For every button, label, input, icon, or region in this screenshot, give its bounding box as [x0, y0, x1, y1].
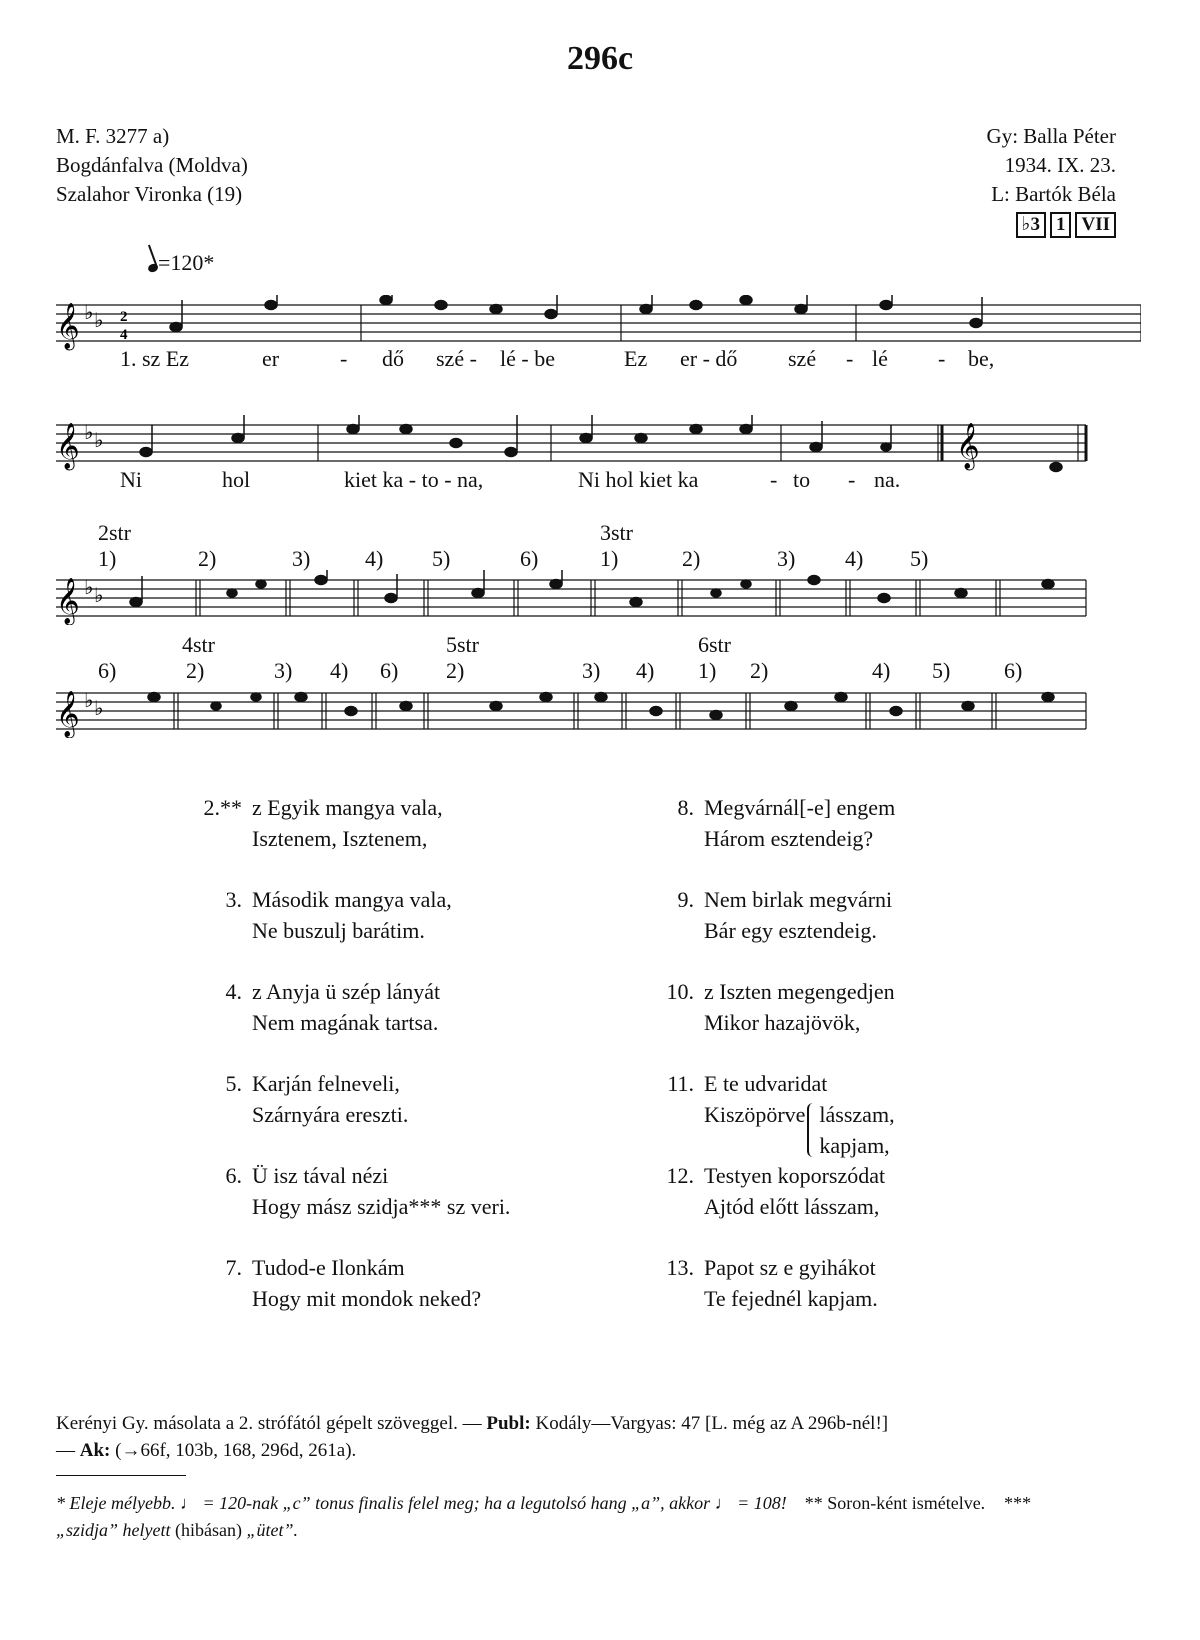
source-place: Bogdánfalva (Moldva)	[56, 153, 248, 177]
stanza-number: 12.	[666, 1163, 694, 1188]
stanza	[225, 884, 452, 946]
stanza-line: Hogy mit mondok neked?	[252, 1286, 482, 1311]
stanza	[677, 792, 896, 854]
box-cadence: ♭3	[1016, 212, 1046, 238]
variant-mark: 5)	[932, 658, 951, 683]
svg-text:♭: ♭	[84, 422, 94, 444]
stanza-line: z Iszten megengedjen	[704, 979, 895, 1004]
brace-variants	[805, 1099, 894, 1161]
quarter-note-icon: ♩	[714, 1493, 733, 1513]
stanza	[225, 1068, 409, 1130]
svg-text:♭: ♭	[84, 302, 94, 324]
strophe-2-label: 2str	[98, 520, 131, 545]
stanza	[225, 976, 441, 1038]
stanza-line: Testyen koporszódat	[704, 1163, 886, 1188]
variant-mark: 5)	[432, 546, 451, 571]
treble-clef-icon: 𝄞	[56, 303, 80, 348]
svg-text:♭: ♭	[94, 585, 104, 607]
stanza-line: Ü isz tával nézi	[252, 1163, 389, 1188]
strophe-3-label: 3str	[600, 520, 633, 545]
lyric-1-11: lé	[872, 346, 888, 371]
stanza-number: 6.	[225, 1163, 242, 1188]
lyric-1-1: 1. sz Ez	[120, 346, 190, 371]
stanza	[667, 1068, 895, 1161]
variant-mark: 1)	[600, 546, 619, 571]
brace-variant: lásszam,	[819, 1102, 895, 1127]
stanza-line: Papot sz e gyihákot	[704, 1255, 876, 1280]
lyric-2-6: to	[793, 467, 811, 492]
stanza-number: 8.	[677, 795, 694, 820]
staff-3	[56, 570, 1141, 625]
stanza-number: 9.	[677, 887, 694, 912]
source-notes: Kerényi Gy. másolata a 2. strófától gépelt szöveggel. — Publ: Kodály—Vargyas: 47 [L. még az A 296b-nél!] — Ak: (→66f, 103b, 168, 296d, 261a).	[56, 1413, 889, 1461]
variant-mark: 6)	[380, 658, 399, 683]
stanza	[666, 976, 895, 1038]
stanza-line: Második mangya vala,	[252, 887, 452, 912]
stanza-line: Nem magának tartsa.	[252, 1010, 439, 1035]
stanza-line: Tudod-e Ilonkám	[252, 1255, 405, 1280]
stanza-number: 4.	[225, 979, 242, 1004]
lyric-2-3: kiet ka - to - na,	[344, 467, 484, 492]
lyric-2-4: Ni hol kiet ka	[578, 467, 699, 492]
transcriber: L: Bartók Béla	[991, 182, 1116, 206]
staff-2	[56, 415, 1141, 475]
svg-text:♭: ♭	[94, 698, 104, 720]
quarter-note-icon: ♩	[179, 1493, 198, 1513]
lyric-2-7: -	[848, 467, 856, 492]
svg-text:♭: ♭	[94, 310, 104, 332]
collector-info	[987, 122, 1116, 238]
stanza	[666, 1160, 886, 1222]
stanza	[225, 1252, 482, 1314]
lyric-2-5: -	[770, 467, 778, 492]
svg-text:♭: ♭	[84, 690, 94, 712]
svg-text:4: 4	[120, 327, 128, 343]
collector: Gy: Balla Péter	[986, 124, 1116, 148]
variant-mark: 4)	[845, 546, 864, 571]
stanza-number: 5.	[225, 1071, 242, 1096]
strophe-5-label: 5str	[446, 632, 479, 657]
variant-mark: 4)	[365, 546, 384, 571]
lyric-2-2: hol	[222, 467, 251, 492]
lyric-1-2: er	[262, 346, 280, 371]
stanza-line: Három esztendeig?	[704, 826, 874, 851]
lyric-1-8: er - dő	[680, 346, 738, 371]
footnote: * Eleje mélyebb. ♩ = 120-nak „c” tonus finalis felel meg; ha a legutolsó hang „a”, akkor ♩ = 108! ** Soron-ként ismételve. *** „szidja” helyett (hibásan) „ütet”.	[56, 1493, 1031, 1540]
box-range: 1	[1050, 212, 1072, 238]
stanza-line: Ajtód előtt lásszam,	[704, 1194, 880, 1219]
staff-4	[56, 683, 1141, 738]
variant-mark: 6)	[1004, 658, 1023, 683]
variant-mark: 3)	[777, 546, 796, 571]
svg-text:𝄞: 𝄞	[956, 423, 980, 468]
lyric-1-9: szé	[788, 346, 817, 371]
svg-text:2: 2	[120, 309, 128, 325]
page-title: 296c	[566, 40, 634, 77]
stanza-line: Isztenem, Isztenem,	[252, 826, 428, 851]
variant-mark: 2)	[750, 658, 769, 683]
stanza-number: 2.**	[203, 795, 242, 820]
stanza-line-prefix: Kiszöpörve	[704, 1102, 806, 1127]
stanza-line	[704, 1099, 895, 1161]
stanza-line: Mikor hazajövök,	[704, 1010, 861, 1035]
treble-clef-icon: 𝄞	[56, 423, 80, 468]
lyric-1-7: Ez	[624, 346, 648, 371]
stanza-line: z Anyja ü szép lányát	[252, 979, 441, 1004]
footnote-divider	[56, 1475, 186, 1476]
lyric-2-8: na.	[874, 467, 901, 492]
stanza	[666, 1252, 878, 1314]
stanza-line: z Egyik mangya vala,	[252, 795, 443, 820]
stanza-line: Bár egy esztendeig.	[704, 918, 877, 943]
variant-mark: 1)	[98, 546, 117, 571]
source-singer: Szalahor Vironka (19)	[56, 182, 243, 206]
stanza	[225, 1160, 511, 1222]
stanza-line: Te fejednél kapjam.	[704, 1286, 878, 1311]
variant-mark: 2)	[446, 658, 465, 683]
stanza-line: Karján felneveli,	[252, 1071, 400, 1096]
variant-mark: 5)	[910, 546, 929, 571]
collection-date: 1934. IX. 23.	[1004, 153, 1116, 177]
stanza-line: Nem birlak megvárni	[704, 887, 893, 912]
stanza-line: Ne buszulj barátim.	[252, 918, 425, 943]
variant-mark: 3)	[292, 546, 311, 571]
classification-boxes	[1016, 212, 1116, 238]
lyric-1-12: -	[938, 346, 946, 371]
variant-mark: 6)	[98, 658, 117, 683]
box-syllables: VII	[1075, 212, 1116, 238]
svg-text:𝄞: 𝄞	[56, 578, 80, 623]
stanza	[203, 792, 443, 854]
variant-mark: 3)	[274, 658, 293, 683]
source-info	[56, 122, 248, 209]
stanza-number: 10.	[666, 979, 694, 1004]
stanza-number: 7.	[225, 1255, 242, 1280]
lyric-2-1: Ni	[120, 467, 142, 492]
stanza-line: E te udvaridat	[704, 1071, 828, 1096]
svg-text:♭: ♭	[84, 577, 94, 599]
strophe-4-label: 4str	[182, 632, 215, 657]
variant-mark: 6)	[520, 546, 539, 571]
variant-mark: 3)	[582, 658, 601, 683]
stanza-number: 11.	[667, 1071, 694, 1096]
lyric-1-6: lé - be	[500, 346, 555, 371]
stanza-line: Megvárnál[-e] engem	[704, 795, 896, 820]
variant-mark: 4)	[872, 658, 891, 683]
variant-mark: 2)	[186, 658, 205, 683]
lyric-1-10: -	[846, 346, 854, 371]
stanza	[677, 884, 893, 946]
variant-mark: 2)	[682, 546, 701, 571]
stanza-line: Hogy mász szidja*** sz veri.	[252, 1194, 511, 1219]
lyric-1-4: dő	[382, 346, 404, 371]
stanza-number: 3.	[225, 887, 242, 912]
stanza-number: 13.	[666, 1255, 694, 1280]
source-id: M. F. 3277 a)	[56, 124, 170, 148]
stanza-line: Szárnyára ereszti.	[252, 1102, 409, 1127]
variant-mark: 4)	[330, 658, 349, 683]
tempo-marking: =120*	[148, 250, 214, 276]
lyric-1-3: -	[340, 346, 348, 371]
lyric-1-5: szé -	[436, 346, 477, 371]
strophe-6-label: 6str	[698, 632, 731, 657]
svg-text:𝄞: 𝄞	[56, 691, 80, 736]
lyric-1-13: be,	[968, 346, 995, 371]
svg-text:♭: ♭	[94, 430, 104, 452]
brace-variant: kapjam,	[819, 1133, 890, 1158]
variant-mark: 2)	[198, 546, 217, 571]
variant-mark: 4)	[636, 658, 655, 683]
variant-mark: 1)	[698, 658, 717, 683]
